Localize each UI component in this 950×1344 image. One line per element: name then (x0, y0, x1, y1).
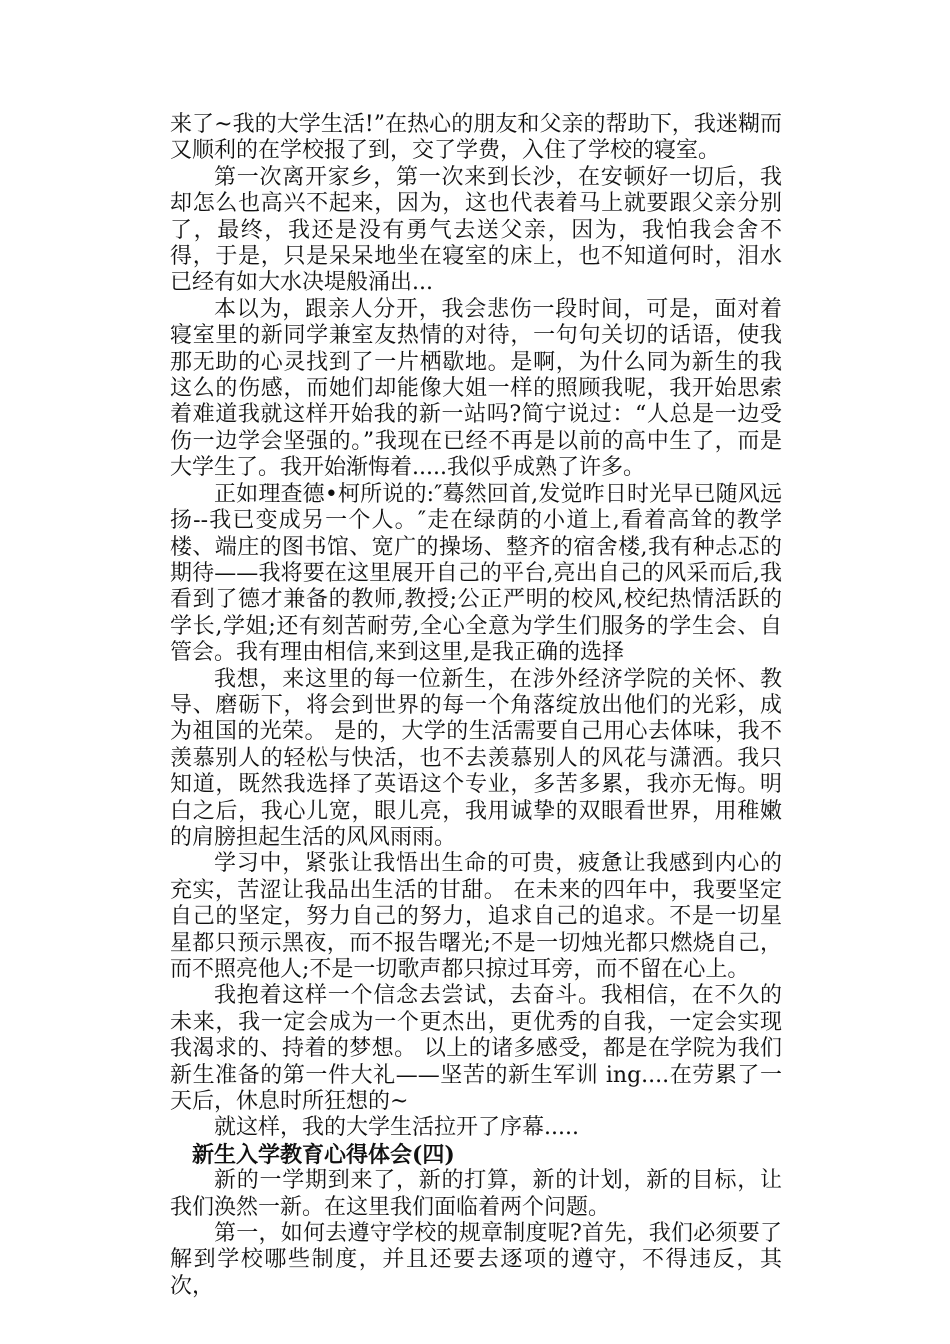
paragraph: 第一，如何去遵守学校的规章制度呢?首先，我们必须要了解到学校哪些制度，并且还要去逐项的遵守，不得违反，其次， (170, 1221, 782, 1299)
paragraph: 学习中，紧张让我悟出生命的可贵，疲惫让我感到内心的充实，苦涩让我品出生活的甘甜。 在未来的四年中，我要坚定自己的坚定，努力自己的努力，追求自己的追求。不是一切星星都只预示黑夜，而不报告曙光;不是一切烛光都只燃烧自己，而不照亮他人;不是一切歌声都只掠过耳旁，而不留在心上。 (170, 851, 782, 982)
paragraph: 本以为，跟亲人分开，我会悲伤一段时间，可是，面对着寝室里的新同学兼室友热情的对待，一句句关切的话语，使我那无助的心灵找到了一片栖歇地。是啊，为什么同为新生的我这么的伤感，而她们却能像大姐一样的照顾我呢，我开始思索着难道我就这样开始我的新一站吗?简宁说过：“人总是一边受伤一边学会坚强的。”我现在已经不再是以前的高中生了，而是大学生了。我开始渐悔着.....我似乎成熟了许多。 (170, 296, 782, 481)
paragraph: 我抱着这样一个信念去尝试，去奋斗。我相信，在不久的未来，我一定会成为一个更杰出，更优秀的自我，一定会实现我渴求的、持着的梦想。 以上的诸多感受，都是在学院为我们新生准备的第一件大礼——坚苦的新生军训 ing....在劳累了一天后，休息时所狂想的~ (170, 983, 782, 1115)
document-body (170, 112, 782, 1300)
paragraph: 就这样，我的大学生活拉开了序幕..... (214, 1115, 579, 1141)
paragraph: 新的一学期到来了，新的打算，新的计划，新的目标，让我们涣然一新。在这里我们面临着两个问题。 (170, 1168, 782, 1220)
paragraph: 第一次离开家乡，第一次来到长沙，在安顿好一切后，我却怎么也高兴不起来，因为，这也代表着马上就要跟父亲分别了，最终，我还是没有勇气去送父亲，因为，我怕我会舍不得，于是，只是呆呆地坐在寝室的床上，也不知道何时，泪水已经有如大水决堤般涌出... (170, 164, 782, 296)
section-heading: 新生入学教育心得体会(四) (192, 1141, 455, 1168)
paragraph: 来了~我的大学生活!”在热心的朋友和父亲的帮助下，我迷糊而又顺利的在学校报了到，交了学费，入住了学校的寝室。 (170, 112, 782, 164)
paragraph: 我想，来这里的每一位新生，在涉外经济学院的关怀、教导、磨砺下，将会到世界的每一个角落绽放出他们的光彩，成为祖国的光荣。 是的，大学的生活需要自己用心去体味，我不羡慕别人的轻松与快活，也不去羡慕别人的风花与潇洒。我只知道，既然我选择了英语这个专业，多苦多累，我亦无悔。明白之后，我心儿宽，眼儿亮，我用诚挚的双眼看世界，用稚嫩的肩膀担起生活的风风雨雨。 (170, 666, 782, 850)
paragraph: 正如理查德•柯所说的:″蓦然回首,发觉昨日时光早已随风远扬--我已变成另一个人。″走在绿荫的小道上,看着高耸的教学楼、端庄的图书馆、宽广的操场、整齐的宿舍楼,我有种忐忑的期待——我将要在这里展开自己的平台,亮出自己的风采而后,我看到了德才兼备的教师,教授;公正严明的校风,校纪热情活跃的学长,学姐;还有刻苦耐劳,全心全意为学生们服务的学生会、自管会。我有理由相信,来到这里,是我正确的选择 (170, 481, 782, 666)
